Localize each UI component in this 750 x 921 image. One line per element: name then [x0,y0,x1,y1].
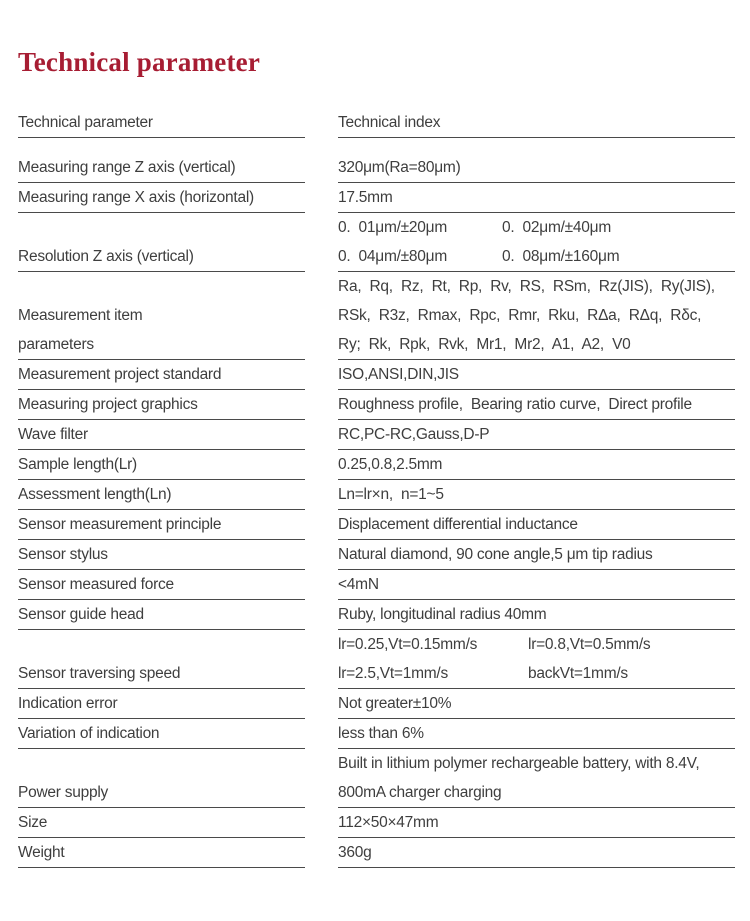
param-value-text: RSk, R3z, Rmax, Rpc, Rmr, Rku, RΔa, RΔq, Rδc, [338,307,702,324]
speed-option-4: backVt=1mm/s [528,665,628,682]
resolution-option-2: 0. 02μm/±40μm [502,219,612,236]
speed-option-3: lr=2.5,Vt=1mm/s [338,665,448,682]
param-label [18,540,305,570]
param-label [18,480,305,510]
resolution-option-4: 0. 08μm/±160μm [502,248,620,265]
speed-option-1: lr=0.25,Vt=0.15mm/s [338,636,478,653]
param-value [338,570,735,600]
param-label [18,360,305,390]
param-value-text: 0.25,0.8,2.5mm [338,456,443,473]
param-value-text [338,630,735,659]
table-row-sensor-measured-force [18,570,735,600]
param-label-text: Sensor stylus [18,546,108,563]
param-value-text: Not greater±10% [338,695,452,712]
param-label [18,659,305,689]
param-value-text: Roughness profile, Bearing ratio curve, Direct profile [338,396,692,413]
param-label-text: Measurement project standard [18,366,222,383]
param-value [338,749,735,808]
param-label-text: parameters [18,336,94,353]
table-row-measurement-project-standard [18,360,735,390]
param-value [338,510,735,540]
param-value [338,719,735,749]
param-label [18,420,305,450]
param-value [338,480,735,510]
param-label-text: Wave filter [18,426,88,443]
page-title: Technical parameter [18,47,261,77]
param-label [18,153,305,183]
table-header-row [18,108,735,138]
param-value [338,183,735,213]
param-value [338,390,735,420]
param-label [18,689,305,719]
param-label-text: Measuring range Z axis (vertical) [18,159,236,176]
param-value [338,630,735,689]
param-label-text: Variation of indication [18,725,160,742]
param-label [18,450,305,480]
param-value-text: 360g [338,844,372,861]
param-label [18,838,305,868]
param-value-text [338,242,735,271]
param-value [338,360,735,390]
param-value-text: 112×50×47mm [338,814,439,831]
param-value [338,420,735,450]
param-label [18,242,305,272]
spec-page [0,47,750,921]
param-value-text [338,659,735,688]
param-value-text: Built in lithium polymer rechargeable battery, with 8.4V, [338,755,700,772]
param-value [338,689,735,719]
param-label [18,808,305,838]
param-label-text: Indication error [18,695,118,712]
param-value [338,450,735,480]
param-label-text: Sensor traversing speed [18,665,181,682]
param-label-text: Measuring project graphics [18,396,198,413]
header-index-cell [338,108,735,138]
header-param-label: Technical parameter [18,114,153,131]
param-value [338,600,735,630]
param-value-text: Natural diamond, 90 cone angle,5 μm tip radius [338,546,653,563]
param-label-text: Sensor measured force [18,576,174,593]
param-value [338,808,735,838]
param-label-text: Resolution Z axis (vertical) [18,248,194,265]
table-row-assessment-length [18,480,735,510]
param-value-text [338,213,735,242]
param-label-text: Measurement item [18,307,143,324]
param-value [338,838,735,868]
param-label [18,183,305,213]
speed-option-2: lr=0.8,Vt=0.5mm/s [528,636,651,653]
param-label [18,719,305,749]
param-label-text: Sensor guide head [18,606,144,623]
param-value [338,213,735,272]
param-value-text: ISO,ANSI,DIN,JIS [338,366,459,383]
table-row-measuring-range-z [18,153,735,183]
param-label [18,778,305,808]
table-row-sensor-traversing-speed [18,630,735,689]
header-param-cell [18,108,305,138]
param-value-text: 800mA charger charging [338,784,502,801]
param-label-text: Power supply [18,784,109,801]
table-row-variation-of-indication [18,719,735,749]
param-value-text: <4mN [338,576,379,593]
param-value [338,153,735,183]
table-row-power-supply [18,749,735,808]
param-value-text: RC,PC-RC,Gauss,D-P [338,426,490,443]
resolution-option-1: 0. 01μm/±20μm [338,219,448,236]
param-label [18,600,305,630]
param-value-text: Displacement differential inductance [338,516,578,533]
table-row-sensor-stylus [18,540,735,570]
param-value-text: Ry; Rk, Rpk, Rvk, Mr1, Mr2, A1, A2, V0 [338,336,631,353]
table-row-sensor-measurement-principle [18,510,735,540]
param-value-text: 320μm(Ra=80μm) [338,159,461,176]
param-label [18,510,305,540]
table-row-sample-length [18,450,735,480]
param-value-text: Ra, Rq, Rz, Rt, Rp, Rv, RS, RSm, Rz(JIS), Ry(JIS), [338,278,715,295]
table-row-indication-error [18,689,735,719]
param-label [18,301,305,360]
param-label-text: Size [18,814,48,831]
table-row-measuring-range-x [18,183,735,213]
table-row-measurement-item-parameters [18,272,735,360]
param-label [18,390,305,420]
param-label [18,570,305,600]
param-label-text: Weight [18,844,65,861]
header-index-label: Technical index [338,114,441,131]
spec-table [18,108,735,868]
resolution-option-3: 0. 04μm/±80μm [338,248,448,265]
param-label-text: Sensor measurement principle [18,516,222,533]
table-row-wave-filter [18,420,735,450]
table-row-resolution-z [18,213,735,272]
table-row-sensor-guide-head [18,600,735,630]
param-label-text: Measuring range X axis (horizontal) [18,189,254,206]
param-value [338,272,735,360]
param-value-text: 17.5mm [338,189,393,206]
param-label-text: Sample length(Lr) [18,456,137,473]
param-value-text: Ln=lr×n, n=1~5 [338,486,444,503]
param-value-text: less than 6% [338,725,424,742]
table-row-size [18,808,735,838]
param-label-text: Assessment length(Ln) [18,486,172,503]
param-value-text: Ruby, longitudinal radius 40mm [338,606,547,623]
param-value [338,540,735,570]
table-row-weight [18,838,735,868]
table-row-measuring-project-graphics [18,390,735,420]
